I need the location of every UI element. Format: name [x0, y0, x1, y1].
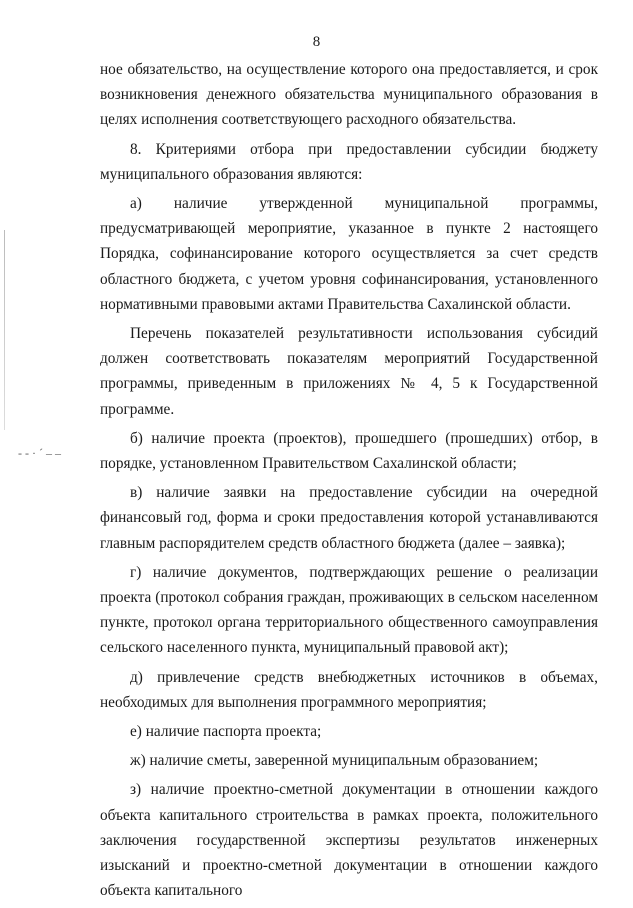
paragraph-criterion-g: г) наличие документов, подтверждающих решение о реализации проекта (протокол собрания граждан, проживающих в сельском населенном пункте, протокол органа территориального общественного самоуправления сельского населенного пункта, муниципальный правовой акт); [100, 563, 598, 657]
paragraph-indicators: Перечень показателей результативности использования субсидий должен соответствовать показателям мероприятий Государственной программы, приведенным в приложениях № 4, 5 к Государственной программе. [100, 325, 598, 418]
paragraph-item-8: 8. Критериями отбора при предоставлении субсидии бюджету муниципального образования являются: [100, 140, 598, 183]
paragraph-criterion-zh: ж) наличие сметы, заверенной муниципальным образованием; [130, 752, 539, 770]
paragraph-criterion-e: е) наличие паспорта проекта; [130, 723, 322, 741]
paragraph-criterion-z: з) наличие проектно-сметной документации в отношении каждого объекта капитального строительства в рамках проекта, положительного заключения государственной экспертизы результатов инженерных изысканий и проектно-сметной документации в отношении каждого объекта капитального [100, 781, 598, 900]
margin-pen-marks: ‐ ‑ · ´ ‒ ‒ [18, 446, 61, 460]
paragraph-criterion-d: д) привлечение средств внебюджетных источников в объемах, необходимых для выполнения программного мероприятия; [100, 668, 598, 711]
scan-edge-artifact [4, 230, 5, 430]
paragraph-continuation: ное обязательство, на осуществление которого она предоставляется, и срок возникновения денежного обязательства муниципального образования в целях исполнения соответствующего расходного обязательства. [100, 61, 598, 129]
paragraph-criterion-a: а) наличие утвержденной муниципальной программы, предусматривающей мероприятие, указанное в пункте 2 настоящего Порядка, софинансирование которого осуществляется за счет средств областного бюджета, с учетом уровня софинансирования, установленного нормативными правовыми актами Правительства Сахалинской области. [100, 195, 598, 313]
page-number: 8 [312, 34, 321, 50]
paragraph-criterion-v: в) наличие заявки на предоставление субсидии на очередной финансовый год, форма и сроки предоставления которой устанавливаются главным распорядителем средств областного бюджета (далее – заявка); [100, 484, 598, 552]
document-body [100, 57, 598, 908]
paragraph-criterion-b: б) наличие проекта (проектов), прошедшего (прошедших) отбор, в порядке, установленном Правительством Сахалинской области; [100, 429, 598, 473]
